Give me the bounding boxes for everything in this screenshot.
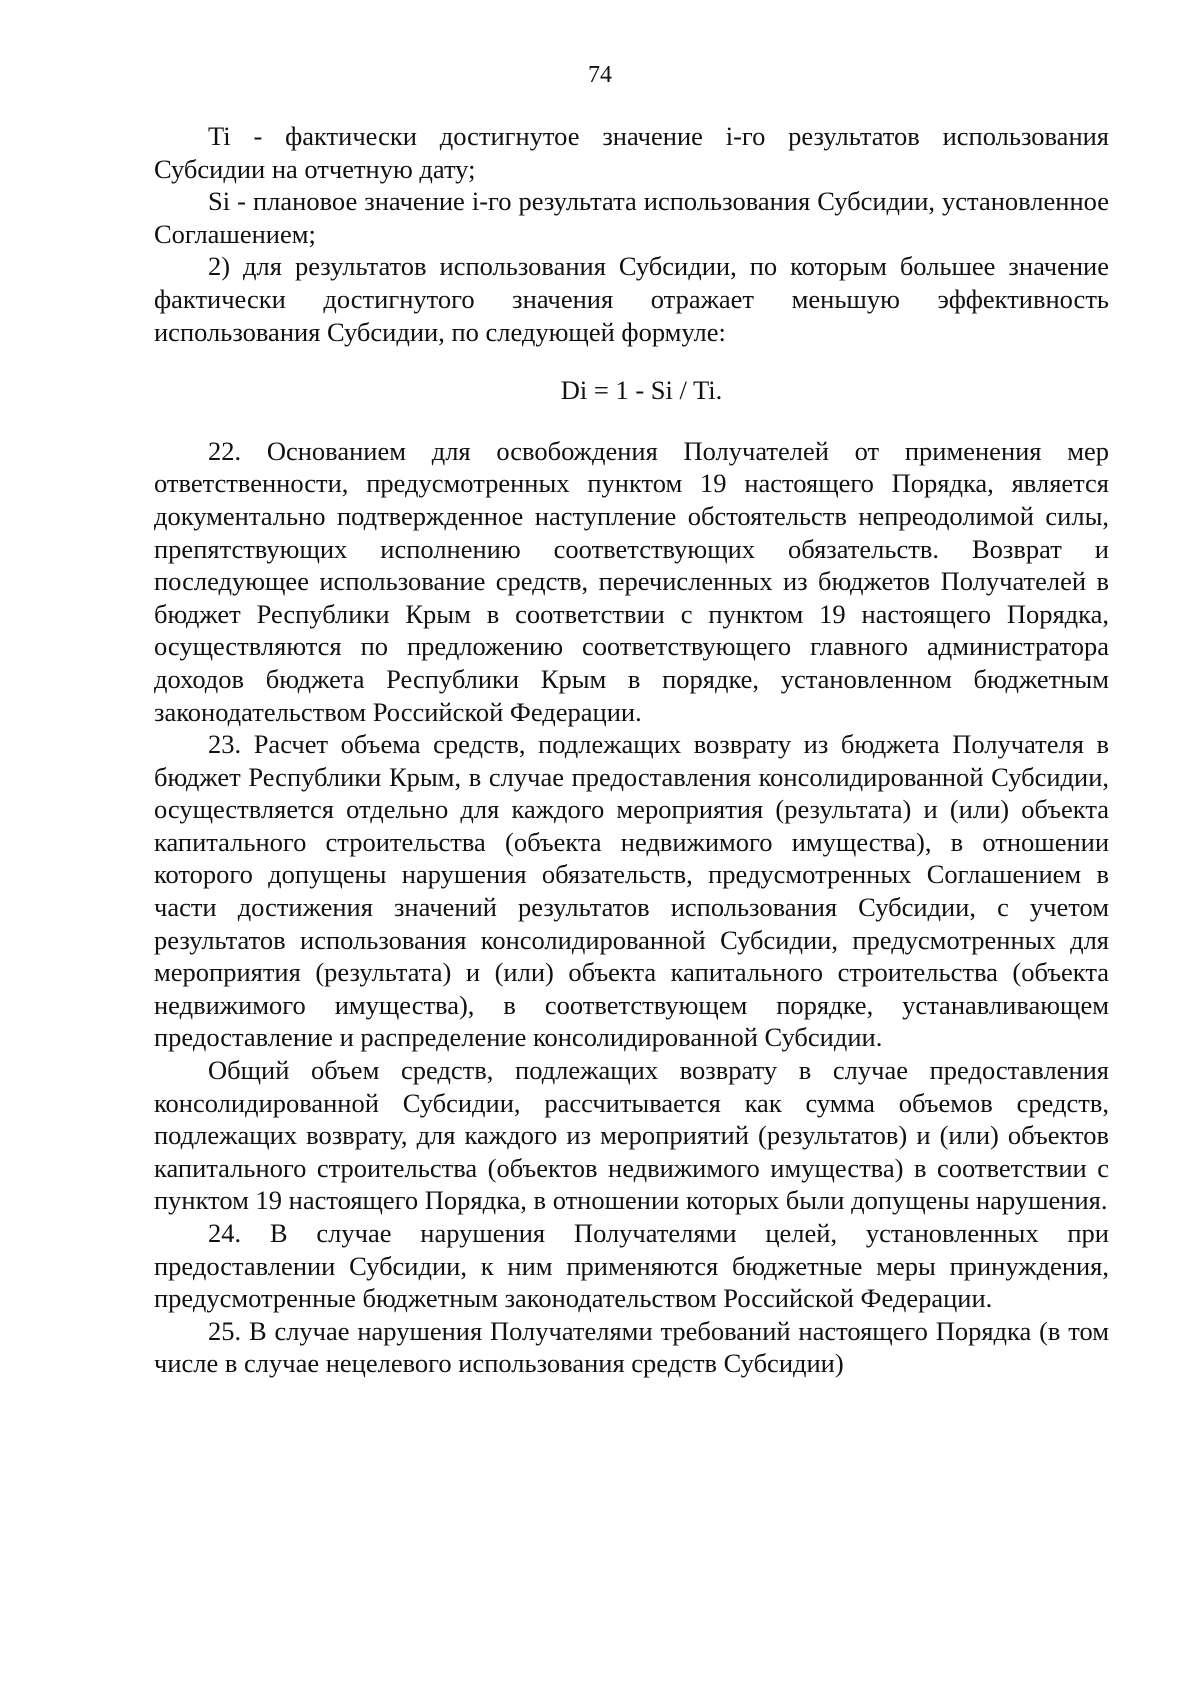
paragraph-22: 22. Основанием для освобождения Получателей от применения мер ответственности, предусмотренных пунктом 19 настоящего Порядка, является документально подтвержденное наступление обстоятельств непреодолимой силы, препятствующих исполнению соответствующих обязательств. Возврат и последующее использование средств, перечисленных из бюджетов Получателей в бюджет Республики Крым в соответствии с пунктом 19 настоящего Порядка, осуществляются по предложению соответствующего главного администратора доходов бюджета Республики Крым в порядке, установленном бюджетным законодательством Российской Федерации. [154, 435, 1109, 727]
document-body [154, 120, 1109, 1380]
paragraph-25: 25. В случае нарушения Получателями требований настоящего Порядка (в том числе в случае нецелевого использования средств Субсидии) [154, 1315, 1109, 1379]
formula: Di = 1 - Si / Ti. [560, 375, 723, 406]
paragraph-si-definition: Si - плановое значение i-го результата использования Субсидии, установленное Соглашением; [154, 186, 1109, 249]
paragraph-24: 24. В случае нарушения Получателями целей, установленных при предоставлении Субсидии, к ним применяются бюджетные меры принуждения, предусмотренные бюджетным законодательством Российской Федерации. [154, 1218, 1109, 1314]
paragraph-23: 23. Расчет объема средств, подлежащих возврату из бюджета Получателя в бюджет Республики Крым, в случае предоставления консолидированной Субсидии, осуществляется отдельно для каждого мероприятия (результата) и (или) объекта капитального строительства (объекта недвижимого имущества), в отношении которого допущены нарушения обязательств, предусмотренных Соглашением в части достижения значений результатов использования Субсидии, с учетом результатов использования консолидированной Субсидии, предусмотренных для мероприятия (результата) и (или) объекта капитального строительства (объекта недвижимого имущества), в соответствующем порядке, устанавливающем предоставление и распределение консолидированной Субсидии. [154, 729, 1109, 1053]
page-number: 74 [588, 62, 612, 88]
paragraph-total-volume: Общий объем средств, подлежащих возврату в случае предоставления консолидированной Субсидии, рассчитывается как сумма объемов средств, подлежащих возврату, для каждого из мероприятий (результатов) и (или) объектов капитального строительства (объектов недвижимого имущества) в соответствии с пунктом 19 настоящего Порядка, в отношении которых были допущены нарушения. [154, 1055, 1109, 1216]
paragraph-formula-intro: 2) для результатов использования Субсидии, по которым большее значение фактически достигнутого значения отражает меньшую эффективность использования Субсидии, по следующей формуле: [154, 251, 1109, 347]
paragraph-ti-definition: Ti - фактически достигнутое значение i-го результатов использования Субсидии на отчетную дату; [154, 121, 1109, 184]
